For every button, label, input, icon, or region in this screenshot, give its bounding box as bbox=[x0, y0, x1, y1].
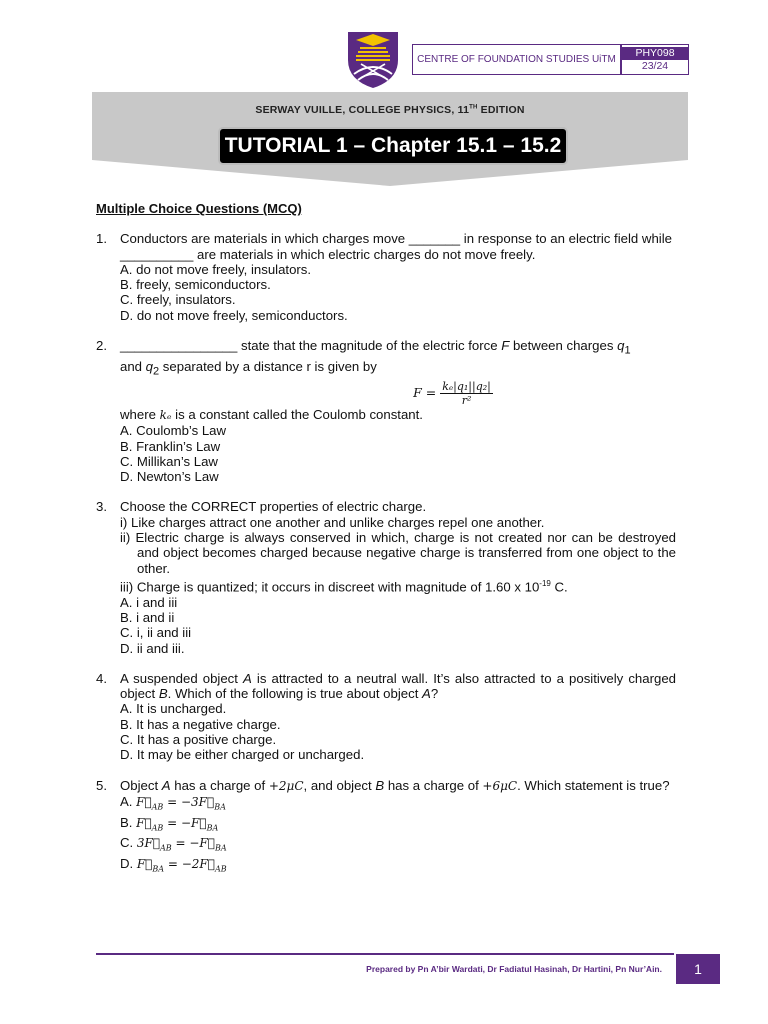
question-2 bbox=[96, 338, 676, 484]
question-5 bbox=[96, 778, 676, 877]
option-d: D. Newton’s Law bbox=[120, 469, 219, 485]
statement-ii: ii) Electric charge is always conserved in which, charge is not created nor can be destroyed and object becomes charged because negative charge is transferred from one object to the other. bbox=[120, 530, 676, 576]
option-c: C. i, ii and iii bbox=[120, 625, 192, 641]
course-code: PHY098 bbox=[622, 47, 688, 60]
coulomb-formula bbox=[230, 381, 676, 406]
footer-credits: Prepared by Pn A’bir Wardati, Dr Fadiatul Hasinah, Dr Hartini, Pn Nur’Ain. bbox=[366, 964, 662, 974]
option-c: C. It has a positive charge. bbox=[120, 731, 277, 747]
edition-sup: TH bbox=[469, 104, 478, 111]
option-b: B. It has a negative charge. bbox=[120, 716, 281, 732]
formula-numerator: kₑ|q₁||q₂| bbox=[442, 379, 491, 393]
option-c: C. $3F⃗_{AB}$ = $-F⃗_{BA}$ bbox=[120, 835, 227, 853]
tutorial-body bbox=[96, 201, 676, 892]
question-number: 4. bbox=[96, 670, 107, 686]
edition-line bbox=[92, 104, 688, 116]
edition-tail: EDITION bbox=[477, 104, 525, 116]
session: 23/24 bbox=[641, 59, 669, 72]
section-title: Multiple Choice Questions (MCQ) bbox=[96, 201, 302, 216]
edition-main: SERWAY VUILLE, COLLEGE PHYSICS, 11 bbox=[255, 104, 470, 116]
option-a: A. Coulomb’s Law bbox=[120, 423, 227, 439]
statement-iii: iii) Charge is quantized; it occurs in discreet with magnitude of 1.60 x $10^{-19}$ C. bbox=[120, 578, 568, 595]
option-b: B. freely, semiconductors. bbox=[120, 277, 271, 293]
option-d: D. do not move freely, semiconductors. bbox=[120, 307, 348, 323]
formula-fraction bbox=[440, 381, 493, 406]
question-1 bbox=[96, 231, 676, 323]
footer-divider bbox=[96, 953, 674, 955]
question-text: A suspended object A is attracted to a neutral wall. It’s also attracted to a positively charged object B. Which of the following is true about object A? bbox=[120, 670, 676, 702]
tutorial-title: TUTORIAL 1 – Chapter 15.1 – 15.2 bbox=[218, 127, 568, 165]
option-math: $3F⃗_{AB}$ = $-F⃗_{BA}$ bbox=[136, 836, 227, 853]
uitm-crest-icon bbox=[346, 30, 400, 90]
option-a: A. do not move freely, insulators. bbox=[120, 261, 312, 277]
question-text: Object A has a charge of +2μC, and object B has a charge of +6μC. Which statement is true? bbox=[120, 777, 670, 793]
option-c: C. freely, insulators. bbox=[120, 292, 236, 308]
question-4 bbox=[96, 671, 676, 763]
option-math: $F⃗_{AB}$ = $-F⃗_{BA}$ bbox=[136, 815, 219, 832]
question-number: 3. bbox=[96, 499, 107, 515]
option-d: D. It may be either charged or uncharged. bbox=[120, 747, 365, 763]
statement-i: i) Like charges attract one another and unlike charges repel one another. bbox=[120, 514, 545, 530]
question-text: ________________ state that the magnitude of the electric force F between charges $q_1$ and $q_2$ separated by a distance r is given by bbox=[120, 338, 631, 378]
option-math: $F⃗_{BA}$ = $-2F⃗_{AB}$ bbox=[136, 856, 227, 874]
option-b: B. i and ii bbox=[120, 609, 175, 625]
option-d: D. ii and iii. bbox=[120, 640, 185, 656]
formula-lhs: F = bbox=[413, 384, 437, 400]
where-line: where kₑ is a constant called the Coulomb constant. bbox=[120, 406, 423, 422]
question-number: 5. bbox=[96, 777, 107, 793]
page-number: 1 bbox=[676, 954, 720, 984]
option-a: A. $F⃗_{AB}$ = $-3F⃗_{BA}$ bbox=[120, 793, 226, 812]
question-text: Choose the CORRECT properties of electric charge. bbox=[120, 499, 427, 515]
option-math: $F⃗_{AB}$ = $-3F⃗_{BA}$ bbox=[136, 794, 226, 812]
centre-label: CENTRE OF FOUNDATION STUDIES UiTM bbox=[412, 44, 621, 75]
question-3 bbox=[96, 499, 676, 655]
question-text: Conductors are materials in which charges move _______ in response to an electric field while __________ are materials in which electric charges do not move freely. bbox=[120, 231, 672, 262]
formula-denominator: r² bbox=[461, 393, 472, 407]
question-number: 1. bbox=[96, 231, 107, 247]
question-number: 2. bbox=[96, 338, 107, 354]
option-c: C. Millikan’s Law bbox=[120, 453, 218, 469]
option-b: B. Franklin’s Law bbox=[120, 438, 221, 454]
option-a: A. i and iii bbox=[120, 594, 178, 610]
option-b: B. $F⃗_{AB}$ = $-F⃗_{BA}$ bbox=[120, 814, 219, 832]
option-d: D. $F⃗_{BA}$ = $-2F⃗_{AB}$ bbox=[120, 855, 227, 874]
course-code-box bbox=[621, 44, 689, 75]
option-a: A. It is uncharged. bbox=[120, 701, 227, 717]
